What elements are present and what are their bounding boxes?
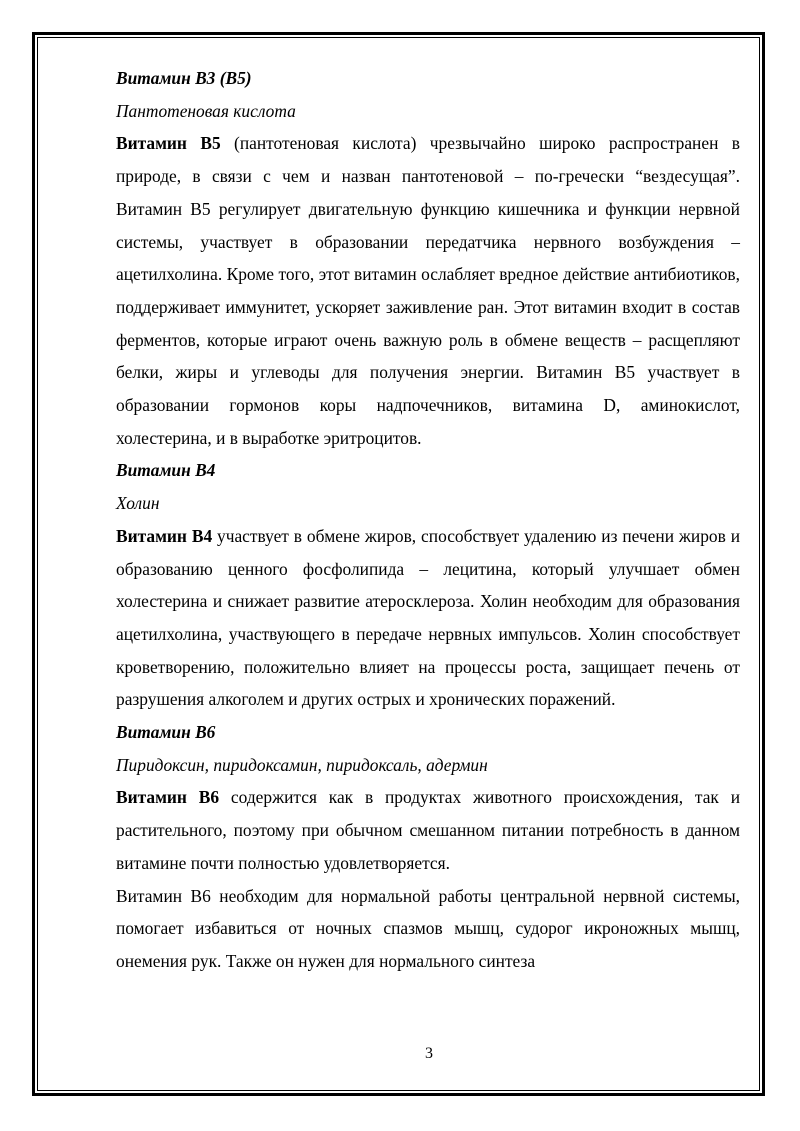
section-subheading-b3: Пантотеновая кислота <box>116 100 296 121</box>
paragraph-lead-b3: Витамин В5 <box>116 133 221 154</box>
section-heading-b4: Витамин В4 <box>116 460 216 481</box>
paragraph-lead-b4: Витамин В4 <box>116 525 213 546</box>
section-subheading-b6: Пиридоксин, пиридоксамин, пиридоксаль, адермин <box>116 754 488 775</box>
section-paragraph-b6 <box>116 781 740 879</box>
document-body <box>116 62 740 978</box>
section-heading-b6: Витамин В6 <box>116 722 216 743</box>
section-heading-b3: Витамин В3 (В5) <box>116 68 252 88</box>
page-number: 3 <box>425 1045 433 1062</box>
section-paragraph-b3 <box>116 127 740 454</box>
paragraph-text-b4: участвует в обмене жиров, способствует удалению из печени жиров и образованию ценного фосфолипида – лецитина, который улучшает обмен холестерина и снижает развитие атеросклероза. Холин необходим для образования ацетилхолина, участвующего в передаче нервных импульсов. Холин способствует кроветворению, положительно влияет на процессы роста, защищает печень от разрушения алкоголем и других острых и хронических поражений. <box>116 525 740 710</box>
paragraph-lead-b6: Витамин В6 <box>116 787 220 808</box>
paragraph-text-b3: (пантотеновая кислота) чрезвычайно широко распространен в природе, в связи с чем и назван пантотеновой – по-гречески “вездесущая”. Витамин В5 регулирует двигательную функцию кишечника и функции нервной системы, участвует в образовании передатчика нервного возбуждения – ацетилхолина. Кроме того, этот витамин ослабляет вредное действие антибиотиков, поддерживает иммунитет, ускоряет заживление ран. Этот витамин входит в состав ферментов, которые играют очень важную роль в обмене веществ – расщепляют белки, жиры и углеводы для получения энергии. Витамин В5 участвует в образовании гормонов коры надпочечников, витамина D, аминокислот, холестерина, и в выработке эритроцитов. <box>116 133 740 448</box>
section-paragraph-b6-continued: Витамин В6 необходим для нормальной работы центральной нервной системы, помогает избавиться от ночных спазмов мышц, судорог икроножных мышц, онемения рук. Также он нужен для нормального синтеза <box>116 885 740 971</box>
section-paragraph-b4 <box>116 520 740 716</box>
paragraph-text-b6: содержится как в продуктах животного происхождения, так и растительного, поэтому при обычном смешанном питании потребность в данном витамине почти полностью удовлетворяется. <box>116 787 740 873</box>
section-subheading-b4: Холин <box>116 493 160 514</box>
